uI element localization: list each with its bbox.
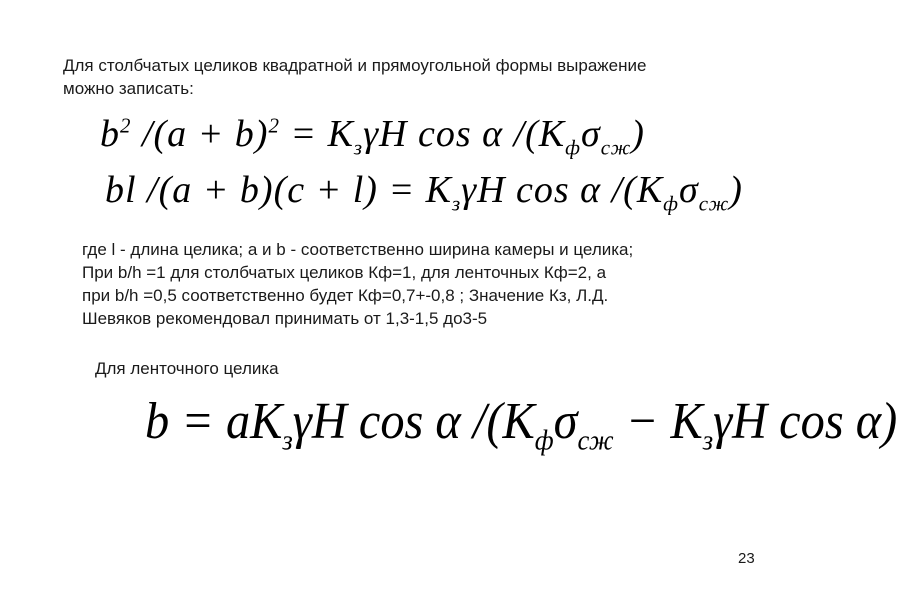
definitions-paragraph: где l - длина целика; a и b - соответственно ширина камеры и целика; При b/h =1 для столбчатых целиков Кф=1, для ленточных Кф=2, а при b/h =0,5 соответственно будет Кф=0,7+-0,8 ; Значение Кз, Л.Д. Шевяков рекомендовал принимать от 1,3-1,5 до3-5 [82, 240, 634, 328]
formula-rect-length: bl $/(a + b)(c + l) = K_з\gamma H$ cos α $/(K_ф\sigma_{сж})$ [105, 169, 743, 216]
strip-pillar-heading: Для ленточного целика [95, 359, 279, 378]
page-number: 23 [738, 550, 755, 567]
intro-paragraph: Для столбчатых целиков квадратной и прямоугольной формы выражение можно записать: [63, 56, 647, 98]
formula-square-rect: $b^2$ $/(a + b)^2 = K_з\gamma H$ cos α $/(K_ф\sigma_{сж})$ [100, 113, 645, 160]
formula-strip: $b = aK_з\gamma H$ cos α $/(K_ф\sigma_{сж} - K_з\gamma H$ cos α) [145, 393, 897, 457]
